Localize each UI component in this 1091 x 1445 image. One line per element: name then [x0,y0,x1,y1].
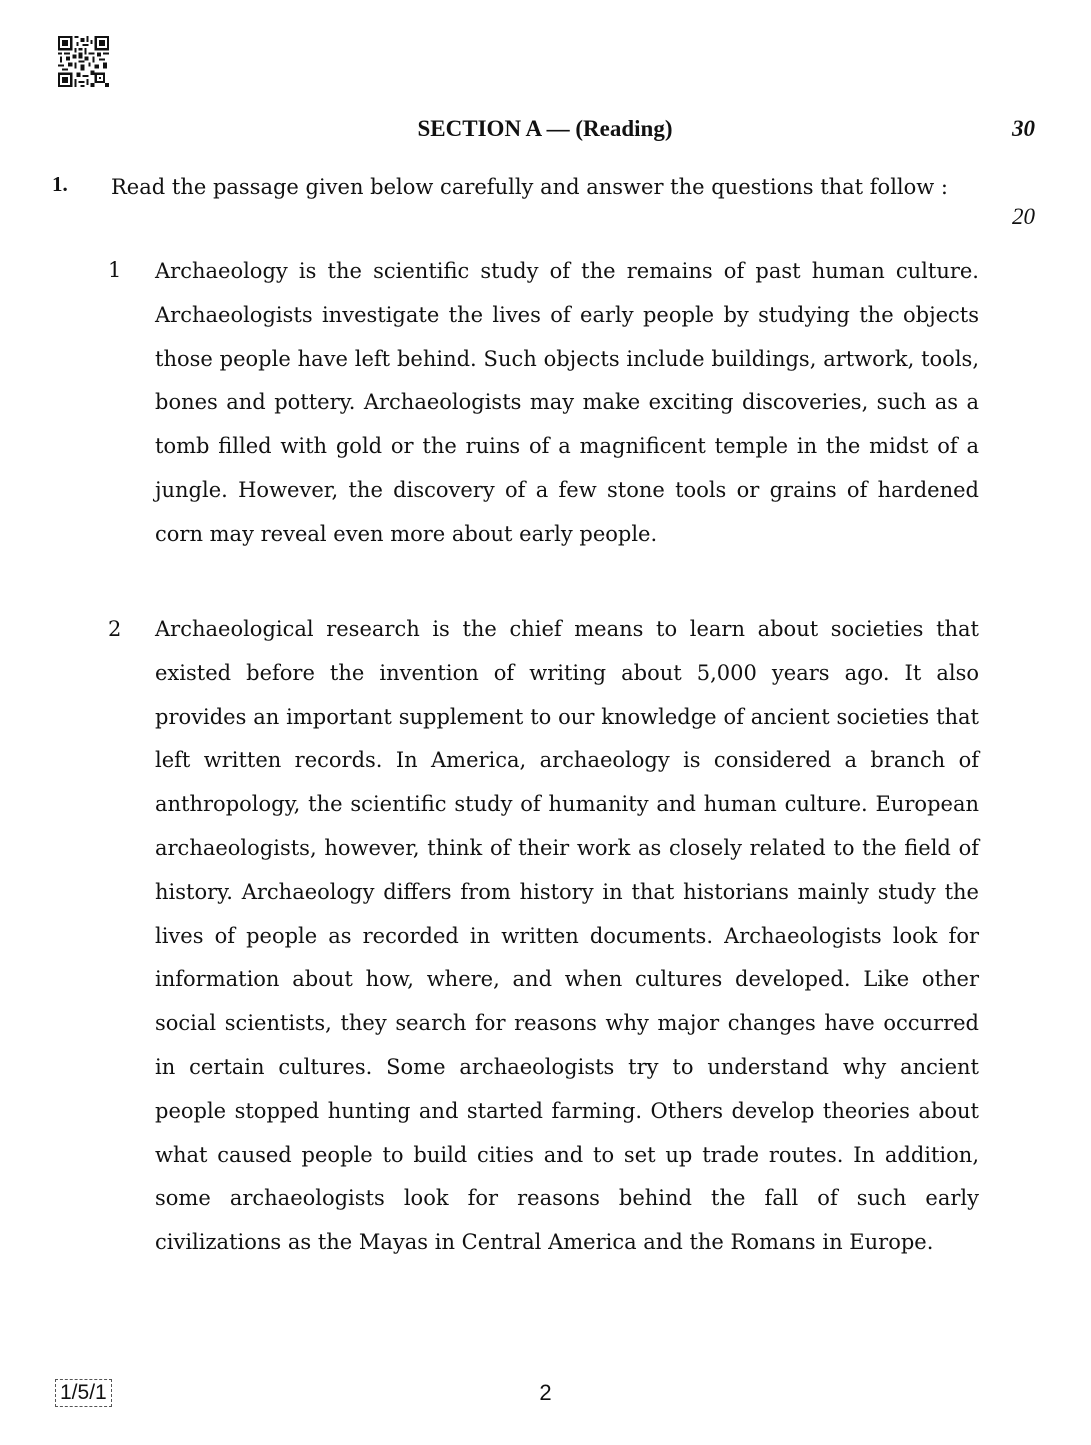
paragraph-number: 2 [108,617,122,641]
page-number: 2 [539,1380,552,1405]
question-marks: 20 [1012,204,1035,229]
passage-paragraph: Archaeology is the scientific study of the remains of past human culture. Archaeologists investigate the lives of early people by studying the objects those people have left behind. Such objects include buildings, artwork, tools, bones and pottery. Archaeologists may make exciting discoveries, such as a tomb filled with gold or the ruins of a magnificent temple in the midst of a jungle. However, the discovery of a few stone tools or grains of hardened corn may reveal even more about early people. [155,259,979,546]
section-title: SECTION A — (Reading) [417,116,673,141]
question-number: 1. [52,172,68,196]
paragraph-number: 1 [108,258,122,282]
qr-code [58,36,109,87]
question-instruction: Read the passage given below carefully and answer the questions that follow : [111,175,949,199]
section-marks: 30 [1012,116,1035,141]
paper-code: 1/5/1 [55,1379,112,1407]
passage-paragraph: Archaeological research is the chief means to learn about societies that existed before the invention of writing about 5,000 years ago. It also provides an important supplement to our knowledge of ancient societies that left written records. In America, archaeology is considered a branch of anthropology, the scientific study of humanity and human culture. European archaeologists, however, think of their work as closely related to the field of history. Archaeology differs from history in that historians mainly study the lives of people as recorded in written documents. Archaeologists look for information about how, where, and when cultures developed. Like other social scientists, they search for reasons why major changes have occurred in certain cultures. Some archaeologists try to understand why ancient people stopped hunting and started farming. Others develop theories about what caused people to build cities and to set up trade routes. In addition, some archaeologists look for reasons behind the fall of such early civilizations as the Mayas in Central America and the Romans in Europe. [155,617,979,1255]
